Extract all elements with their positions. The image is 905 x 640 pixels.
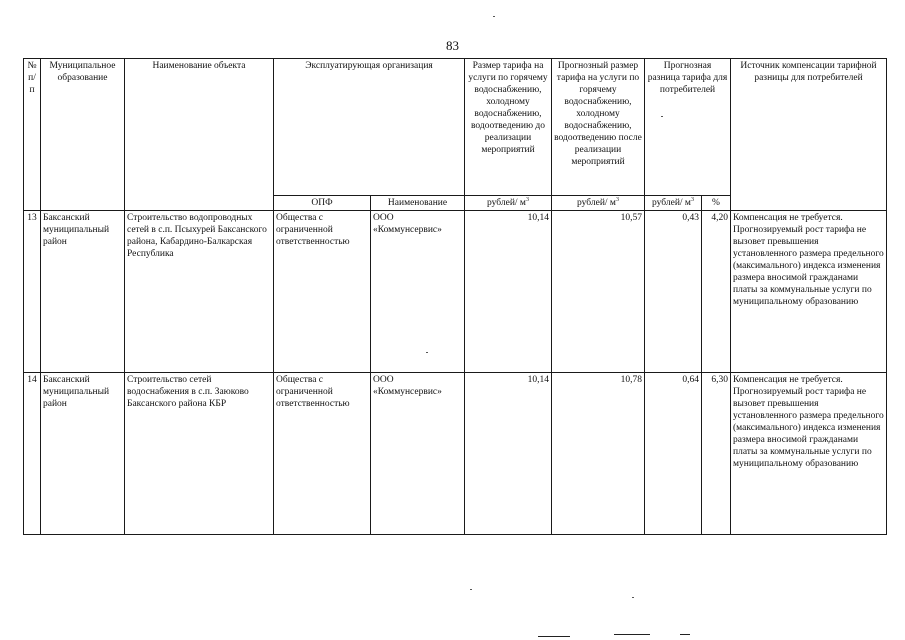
row-opf: Общества с ограниченной ответственностью <box>274 211 371 373</box>
scan-speck <box>426 352 428 353</box>
unit-tariff <box>465 196 552 211</box>
unit-diff-percent: % <box>702 196 731 211</box>
unit-label: рублей/ м <box>652 198 691 208</box>
row-tariff: 10,14 <box>465 211 552 373</box>
header-operator: Эксплуатирующая организация <box>274 59 465 196</box>
row-forecast-tariff: 10,57 <box>552 211 645 373</box>
row-diff-percent: 4,20 <box>702 211 731 373</box>
table-row <box>24 373 887 535</box>
row-diff-rub: 0,43 <box>645 211 702 373</box>
scan-speck <box>493 16 495 17</box>
unit-superscript: 3 <box>525 196 529 203</box>
header-forecast-tariff: Прогнозный размер тарифа на услуги по горячему водоснабжению, холодному водоснабжению, водоотведению после реализации мероприятий <box>552 59 645 196</box>
unit-forecast-tariff <box>552 196 645 211</box>
page-number: 83 <box>446 38 459 53</box>
row-tariff: 10,14 <box>465 373 552 535</box>
row-forecast-tariff: 10,78 <box>552 373 645 535</box>
unit-superscript: 3 <box>615 196 619 203</box>
scan-speck <box>470 589 472 590</box>
row-source: Компенсация не требуется. Прогнозируемый рост тарифа не вызовет превышения установленного размера предельного (максимального) индекса изменения размера вносимой гражданами платы за коммунальные услуги по муниципальному образованию <box>731 211 887 373</box>
unit-superscript: 3 <box>690 196 694 203</box>
row-diff-rub: 0,64 <box>645 373 702 535</box>
subheader-name: Наименование <box>371 196 465 211</box>
unit-label: рублей/ м <box>487 198 526 208</box>
row-operator-name: ООО «Коммунсервис» <box>371 211 465 373</box>
header-forecast-diff: Прогнозная разница тарифа для потребителей <box>645 59 731 196</box>
footer-line <box>680 634 690 635</box>
row-object: Строительство водопроводных сетей в с.п. Псыхурей Баксанского района, Кабардино-Балкарская Республика <box>125 211 274 373</box>
header-tariff: Размер тарифа на услуги по горячему водоснабжению, холодному водоснабжению, водоотведению до реализации мероприятий <box>465 59 552 196</box>
header-object: Наименование объекта <box>125 59 274 211</box>
tariff-table <box>23 58 887 535</box>
footer-line <box>614 634 650 635</box>
unit-diff-rub <box>645 196 702 211</box>
header-num: № п/п <box>24 59 41 211</box>
row-municipality: Баксанский муниципальный район <box>41 373 125 535</box>
scan-speck <box>632 597 634 598</box>
row-num: 14 <box>24 373 41 535</box>
row-operator-name: ООО «Коммунсервис» <box>371 373 465 535</box>
row-municipality: Баксанский муниципальный район <box>41 211 125 373</box>
table-row <box>24 211 887 373</box>
footer-line <box>538 636 570 637</box>
header-row <box>24 59 887 196</box>
header-source: Источник компенсации тарифной разницы для потребителей <box>731 59 887 211</box>
row-object: Строительство сетей водоснабжения в с.п. Заюково Баксанского района КБР <box>125 373 274 535</box>
row-diff-percent: 6,30 <box>702 373 731 535</box>
row-opf: Общества с ограниченной ответственностью <box>274 373 371 535</box>
unit-label: рублей/ м <box>577 198 616 208</box>
scan-speck <box>661 116 663 117</box>
header-municipality: Муниципальное образование <box>41 59 125 211</box>
subheader-opf: ОПФ <box>274 196 371 211</box>
row-source: Компенсация не требуется. Прогнозируемый рост тарифа не вызовет превышения установленного размера предельного (максимального) индекса изменения размера вносимой гражданами платы за коммунальные услуги по муниципальному образованию <box>731 373 887 535</box>
row-num: 13 <box>24 211 41 373</box>
